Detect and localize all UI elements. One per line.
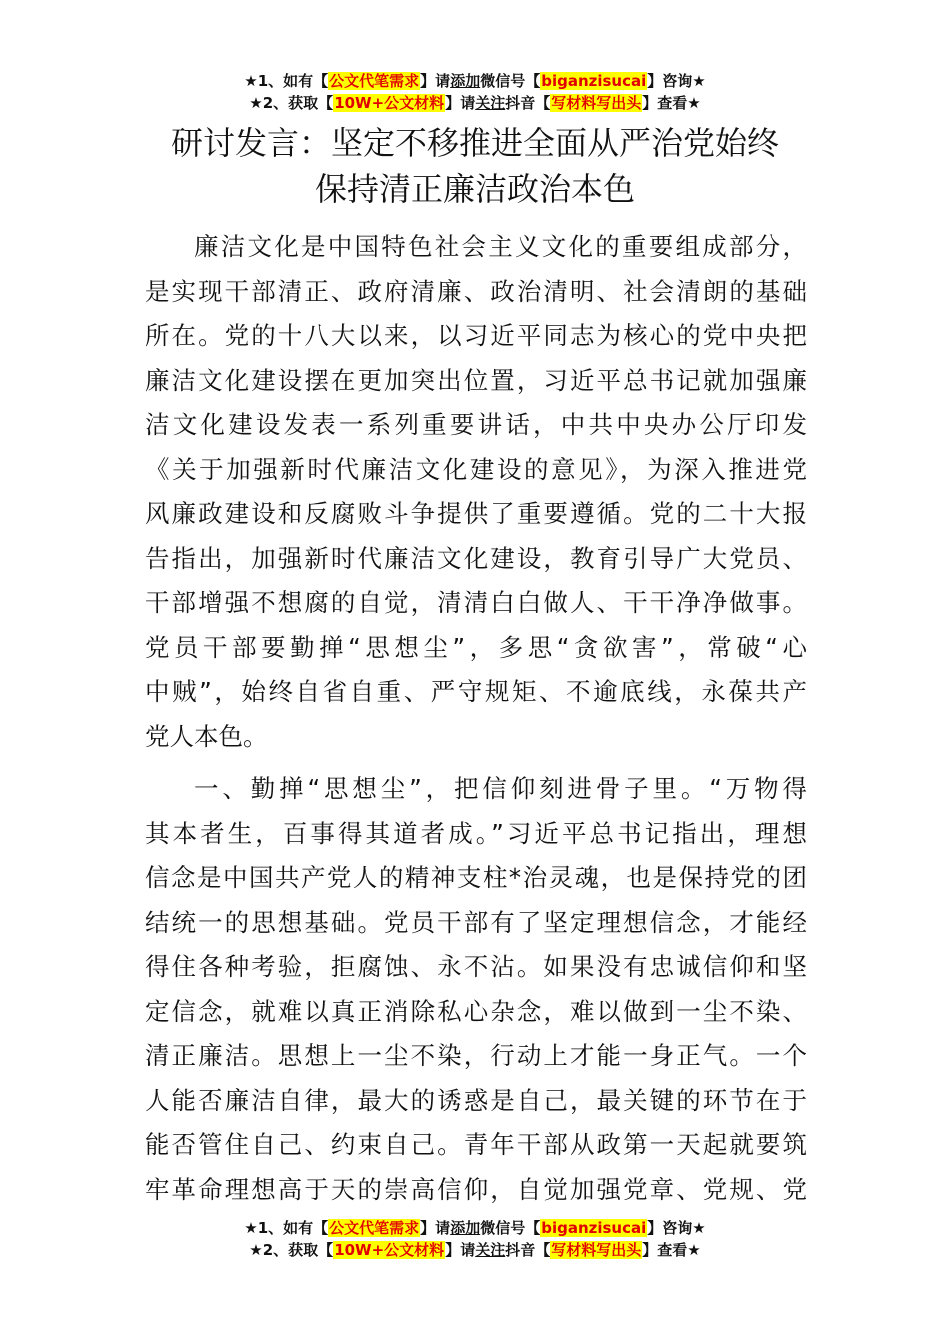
promo-text: ★1、如有【 <box>244 72 329 90</box>
promo-line-1 <box>0 70 950 92</box>
paragraph-line: 中贼”，始终自省自重、严守规矩、不逾底线，永葆共产 <box>145 677 807 706</box>
paragraph-line: 廉洁文化是中国特色社会主义文化的重要组成部分， <box>194 232 807 261</box>
promo-underline: 关注 <box>475 1241 506 1259</box>
promo-highlight: 写材料写出头 <box>551 94 642 112</box>
paragraph-line: 定信念，就难以真正消除私心杂念，难以做到一尘不染、 <box>145 996 807 1026</box>
promo-line-2 <box>0 1239 950 1261</box>
promo-text: 微信号【 <box>480 1219 541 1237</box>
promo-text: 抖音【 <box>505 1241 551 1259</box>
paragraph-line: 党员干部要勤掸“思想尘”，多思“贪欲害”，常破“心 <box>145 632 807 662</box>
promo-text: 微信号【 <box>480 72 541 90</box>
paragraph-line: 洁文化建设发表一系列重要讲话，中共中央办公厅印发 <box>145 410 807 439</box>
promo-text: 】咨询★ <box>647 1219 706 1237</box>
promo-underline: 添加 <box>450 1219 481 1237</box>
promo-highlight: 公文代笔需求 <box>329 72 420 90</box>
paragraph-line: 告指出，加强新时代廉洁文化建设，教育引导广大党员、 <box>145 543 807 573</box>
paragraph-line: 得住各种考验，拒腐蚀、永不沾。如果没有忠诚信仰和坚 <box>145 952 807 981</box>
promo-text: 】请 <box>420 1219 451 1237</box>
promo-line-2 <box>0 92 950 114</box>
title-line-1: 研讨发言：坚定不移推进全面从严治党始终 <box>170 124 779 162</box>
promo-highlight: 10W+公文材料 <box>334 94 445 112</box>
promo-text: ★2、获取【 <box>249 94 334 112</box>
paragraph-line: 党人本色。 <box>145 721 268 751</box>
promo-underline: 添加 <box>450 72 481 90</box>
promo-text: 】咨询★ <box>647 72 706 90</box>
promo-underline: 关注 <box>475 94 506 112</box>
promo-text: ★1、如有【 <box>244 1219 329 1237</box>
paragraph-line: 牢革命理想高于天的崇高信仰，自觉加强党章、党规、党 <box>145 1174 807 1204</box>
document-body <box>145 225 807 1212</box>
paragraph-line: 结统一的思想基础。党员干部有了坚定理想信念，才能经 <box>145 907 807 937</box>
paragraph-line: 廉洁文化建设摆在更加突出位置，习近平总书记就加强廉 <box>145 365 807 395</box>
document-title <box>0 120 950 212</box>
paragraph-line: 风廉政建设和反腐败斗争提供了重要遵循。党的二十大报 <box>145 499 807 528</box>
promo-highlight: biganzisucai <box>541 72 647 90</box>
paragraph-line: 人能否廉洁自律，最大的诱惑是自己，最关键的环节在于 <box>145 1085 807 1115</box>
paragraph-1 <box>145 225 807 759</box>
paragraph-gap <box>145 759 807 767</box>
promo-text: 】查看★ <box>642 94 701 112</box>
promo-line-1 <box>0 1217 950 1239</box>
promo-highlight: 公文代笔需求 <box>329 1219 420 1237</box>
title-line-2: 保持清正廉洁政治本色 <box>314 170 635 208</box>
promo-text: 抖音【 <box>505 94 551 112</box>
paragraph-line: 清正廉洁。思想上一尘不染，行动上才能一身正气。一个 <box>145 1041 807 1070</box>
paragraph-2 <box>145 767 807 1212</box>
paragraph-line: 是实现干部清正、政府清廉、政治清明、社会清朗的基础 <box>145 276 807 306</box>
promo-highlight: 写材料写出头 <box>551 1241 642 1259</box>
paragraph-line: 《关于加强新时代廉洁文化建设的意见》，为深入推进党 <box>145 454 807 484</box>
promo-highlight: 10W+公文材料 <box>334 1241 445 1259</box>
promo-footer <box>0 1217 950 1261</box>
promo-text: 】请 <box>445 1241 476 1259</box>
paragraph-line: 其本者生，百事得其道者成。”习近平总书记指出，理想 <box>145 818 807 848</box>
paragraph-line: 一、勤掸“思想尘”，把信仰刻进骨子里。“万物得 <box>194 774 807 803</box>
promo-text: 】请 <box>420 72 451 90</box>
paragraph-line: 所在。党的十八大以来，以习近平同志为核心的党中央把 <box>145 321 807 350</box>
promo-text: ★2、获取【 <box>249 1241 334 1259</box>
paragraph-line: 信念是中国共产党人的精神支柱*治灵魂，也是保持党的团 <box>145 863 807 892</box>
promo-highlight: biganzisucai <box>541 1219 647 1237</box>
promo-text: 】查看★ <box>642 1241 701 1259</box>
promo-header <box>0 70 950 114</box>
paragraph-line: 能否管住自己、约束自己。青年干部从政第一天起就要筑 <box>145 1130 807 1159</box>
paragraph-line: 干部增强不想腐的自觉，清清白白做人、干干净净做事。 <box>145 588 807 617</box>
promo-text: 】请 <box>445 94 476 112</box>
